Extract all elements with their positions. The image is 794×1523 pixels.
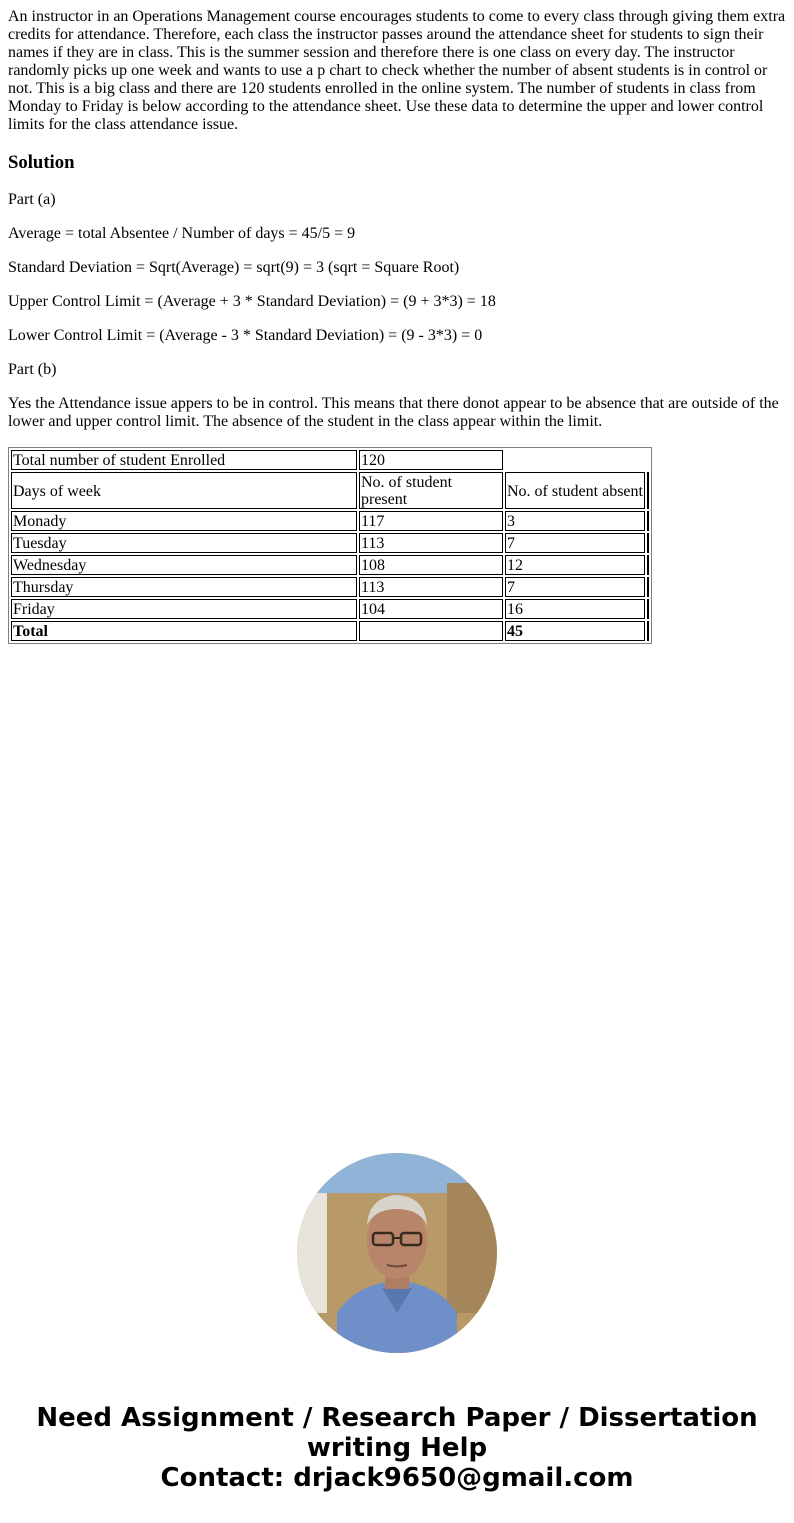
solution-heading: Solution [8, 152, 75, 173]
enrolled-label: Total number of student Enrolled [11, 450, 357, 470]
empty-cell [647, 599, 649, 619]
document-body [8, 8, 788, 644]
part-a-label: Part (a) [8, 191, 56, 208]
day-cell: Friday [11, 599, 357, 619]
absent-cell: 16 [505, 599, 645, 619]
table-row [11, 599, 649, 619]
present-cell: 108 [359, 555, 503, 575]
table-row [11, 533, 649, 553]
present-cell: 117 [359, 511, 503, 531]
table-row [11, 555, 649, 575]
footer-line-3: Contact: drjack9650@gmail.com [160, 1463, 634, 1493]
empty-cell [505, 450, 645, 470]
empty-cell [647, 621, 649, 641]
table-total-row [11, 621, 649, 641]
footer-line-1: Need Assignment / Research Paper / Dissertation [36, 1403, 758, 1433]
total-absent: 45 [505, 621, 645, 641]
absent-cell: 12 [505, 555, 645, 575]
header-days: Days of week [11, 472, 357, 509]
total-present [359, 621, 503, 641]
ucl-line: Upper Control Limit = (Average + 3 * Standard Deviation) = (9 + 3*3) = 18 [8, 293, 496, 310]
absent-cell: 7 [505, 577, 645, 597]
attendance-table [8, 447, 652, 644]
avatar [297, 1153, 497, 1353]
table-row [11, 577, 649, 597]
empty-cell [647, 577, 649, 597]
header-present: No. of student present [359, 472, 503, 509]
question-text: An instructor in an Operations Management course encourages students to come to every class through giving them extra credits for attendance. Therefore, each class the instructor passes around the attendance sheet for students to sign their names if they are in class. This is the summer session and therefore there is one class on every day. The instructor randomly picks up one week and wants to use a p chart to check whether the number of absent students is in control or not. This is a big class and there are 120 students enrolled in the online system. The number of students in class from Monday to Friday is below according to the attendance sheet. Use these data to determine the upper and lower control limits for the class attendance issue. [8, 8, 786, 133]
table-row [11, 511, 649, 531]
footer-contact [0, 1403, 794, 1493]
total-label: Total [11, 621, 357, 641]
std-dev-line: Standard Deviation = Sqrt(Average) = sqrt(9) = 3 (sqrt = Square Root) [8, 259, 460, 276]
header-absent: No. of student absent [505, 472, 645, 509]
empty-cell [647, 472, 649, 509]
table-header-row [11, 472, 649, 509]
present-cell: 113 [359, 577, 503, 597]
footer-line-2: writing Help [306, 1433, 488, 1463]
enrolled-value: 120 [359, 450, 503, 470]
empty-cell [647, 533, 649, 553]
part-b-label: Part (b) [8, 361, 57, 378]
day-cell: Thursday [11, 577, 357, 597]
present-cell: 104 [359, 599, 503, 619]
day-cell: Monady [11, 511, 357, 531]
table-row-enrolled [11, 450, 649, 470]
day-cell: Tuesday [11, 533, 357, 553]
part-b-text: Yes the Attendance issue appers to be in control. This means that there donot appear to be absence that are outside of the lower and upper control limit. The absence of the student in the class appear within the limit. [8, 395, 779, 430]
present-cell: 113 [359, 533, 503, 553]
absent-cell: 3 [505, 511, 645, 531]
empty-cell [647, 511, 649, 531]
empty-cell [647, 450, 649, 470]
empty-cell [647, 555, 649, 575]
absent-cell: 7 [505, 533, 645, 553]
lcl-line: Lower Control Limit = (Average - 3 * Standard Deviation) = (9 - 3*3) = 0 [8, 327, 483, 344]
average-line: Average = total Absentee / Number of days = 45/5 = 9 [8, 225, 356, 242]
avatar-portrait [297, 1153, 497, 1353]
day-cell: Wednesday [11, 555, 357, 575]
